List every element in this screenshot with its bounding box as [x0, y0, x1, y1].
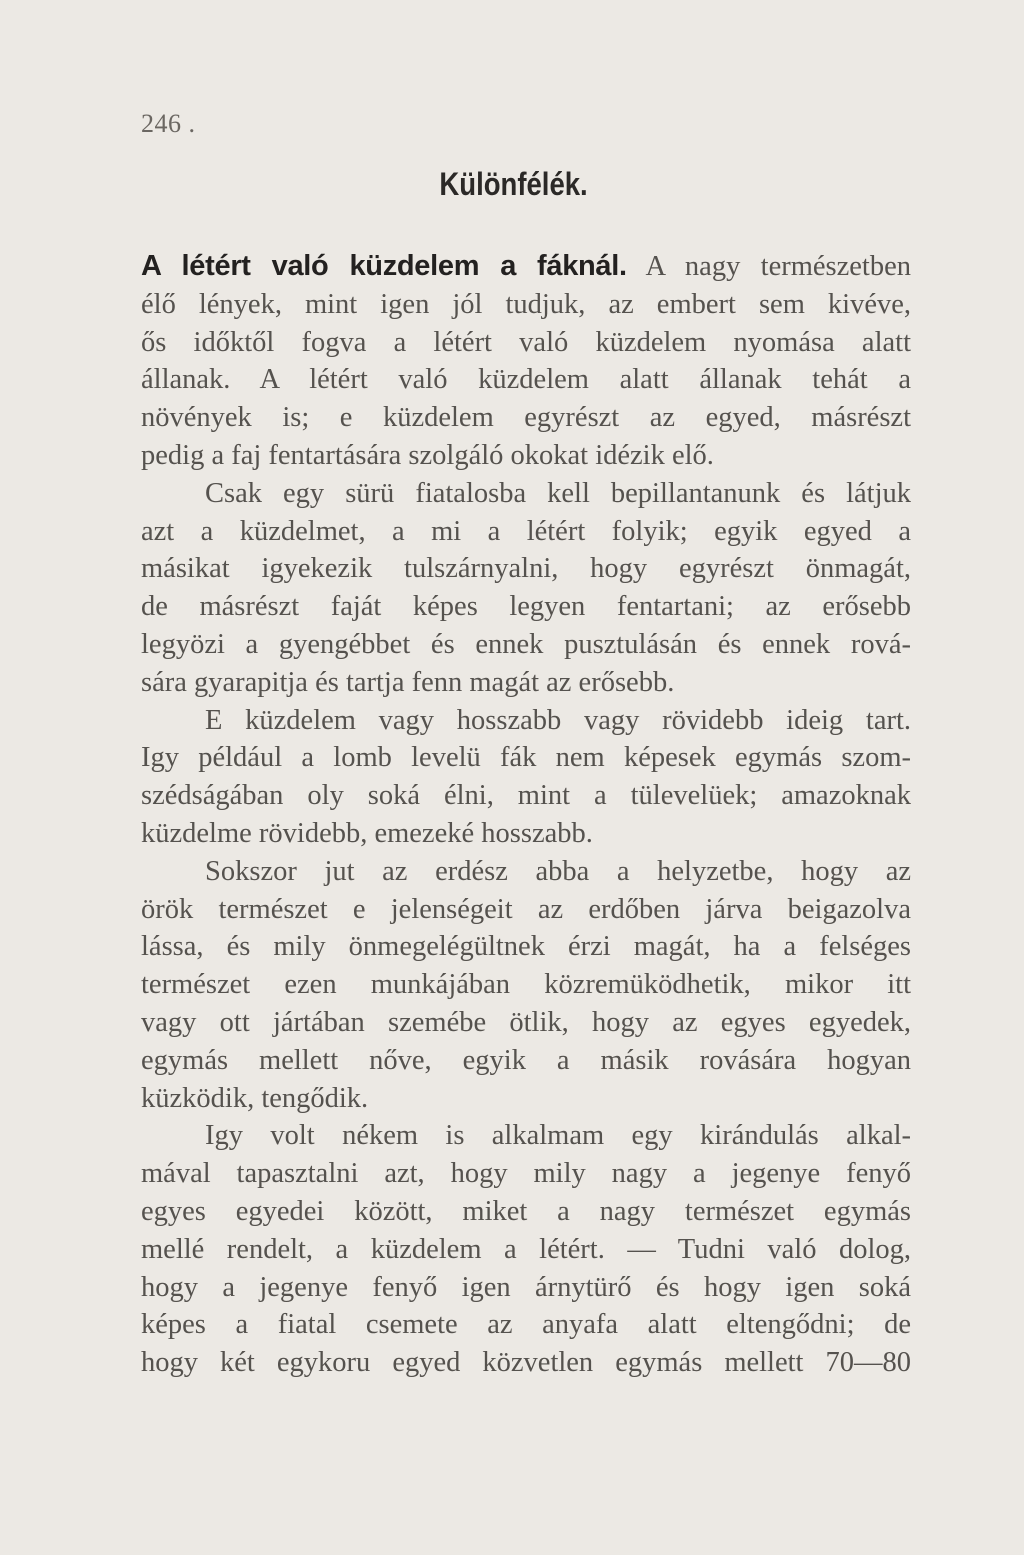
text-line: mával tapasztalni azt, hogy mily nagy a jegenye fenyő: [141, 1158, 911, 1190]
text-line: azt a küzdelmet, a mi a létért folyik; egyik egyed a: [141, 515, 911, 547]
text-line: küzködik, tengődik.: [141, 1082, 369, 1114]
text-line: de másrészt faját képes legyen fentartani; az erősebb: [141, 591, 911, 623]
text-line: legyözi a gyengébbet és ennek pusztulásán és ennek rová-: [141, 628, 911, 660]
text-line: mellé rendelt, a küzdelem a létért. — Tudni való dolog,: [141, 1233, 911, 1265]
article-body: [141, 248, 911, 1382]
article-heading: A létért való küzdelem a fáknál.: [141, 250, 627, 282]
text-line: pedig a faj fentartására szolgáló okokat idézik elő.: [141, 439, 714, 471]
text-line: természet ezen munkájában közremüködhetik, mikor itt: [141, 969, 911, 1001]
text-line: sára gyarapitja és tartja fenn magát az erősebb.: [141, 666, 675, 698]
text-line: képes a fiatal csemete az anyafa alatt eltengődni; de: [141, 1309, 911, 1341]
text-line: Igy például a lomb levelü fák nem képesek egymás szom-: [141, 742, 911, 774]
text-line: szédságában oly soká élni, mint a tülevelüek; amazoknak: [141, 780, 911, 812]
text-line-segment: A nagy természetben: [626, 251, 912, 282]
text-line: lássa, és mily önmegelégültnek érzi magát, ha a felséges: [141, 931, 911, 963]
text-line: ős időktől fogva a létért való küzdelem nyomása alatt: [141, 326, 911, 358]
section-title: Különfélék.: [439, 166, 588, 202]
text-line: növények is; e küzdelem egyrészt az egyed, másrészt: [141, 402, 911, 434]
text-line: élő lények, mint igen jól tudjuk, az embert sem kivéve,: [141, 288, 911, 320]
text-line: Sokszor jut az erdész abba a helyzetbe, hogy az: [205, 855, 911, 887]
text-line: hogy a jegenye fenyő igen árnytürő és hogy igen soká: [141, 1271, 911, 1303]
page-number: 246 .: [141, 109, 196, 138]
text-line: egymás mellett nőve, egyik a másik rovására hogyan: [141, 1044, 911, 1076]
text-line: állanak. A létért való küzdelem alatt állanak tehát a: [141, 364, 911, 396]
text-line: [141, 248, 911, 286]
text-line: hogy két egykoru egyed közvetlen egymás mellett 70—80: [141, 1347, 911, 1379]
text-line: E küzdelem vagy hosszabb vagy rövidebb ideig tart.: [205, 704, 911, 736]
text-line: vagy ott jártában szemébe ötlik, hogy az egyes egyedek,: [141, 1006, 911, 1038]
text-line: Igy volt nékem is alkalmam egy kirándulás alkal-: [205, 1120, 911, 1152]
text-line: Csak egy sürü fiatalosba kell bepillantanunk és látjuk: [205, 477, 911, 509]
text-line: küzdelme rövidebb, emezeké hosszabb.: [141, 817, 593, 849]
text-line: egyes egyedei között, miket a nagy természet egymás: [141, 1195, 911, 1227]
text-line: másikat igyekezik tulszárnyalni, hogy egyrészt önmagát,: [141, 553, 911, 585]
text-line: örök természet e jelenségeit az erdőben járva beigazolva: [141, 893, 911, 925]
